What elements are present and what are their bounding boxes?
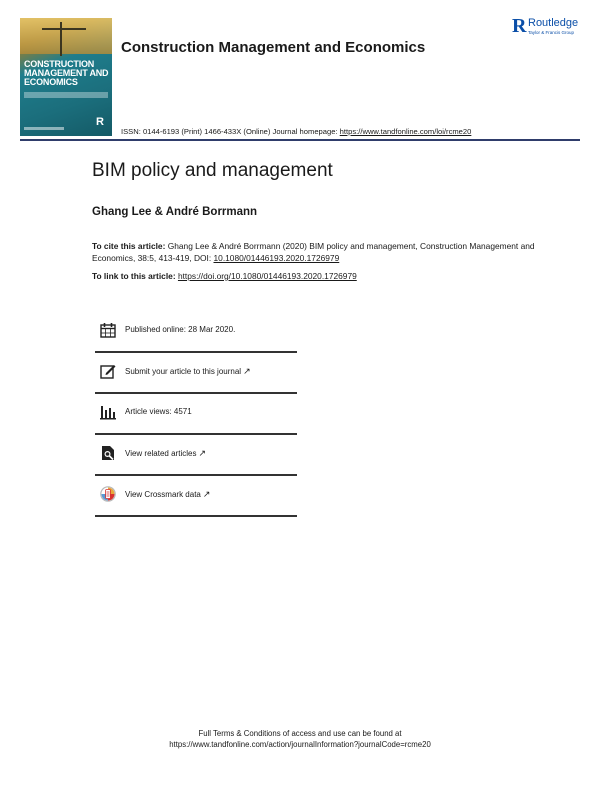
article-views-item xyxy=(95,394,297,435)
related-articles-item[interactable] xyxy=(95,435,297,476)
cite-label: To cite this article: xyxy=(92,241,166,251)
external-link-icon: ↗ xyxy=(198,448,206,458)
external-link-icon: ↗ xyxy=(243,366,251,376)
published-online-item xyxy=(95,312,297,353)
submit-article-text: Submit your article to this journal xyxy=(125,367,242,376)
related-articles-link[interactable] xyxy=(125,448,206,459)
citation-block xyxy=(92,240,562,264)
calendar-icon xyxy=(100,322,116,338)
published-online-text: Published online: 28 Mar 2020. xyxy=(125,325,236,334)
page-footer xyxy=(0,728,600,750)
related-articles-text: View related articles xyxy=(125,449,197,458)
article-meta-list xyxy=(95,312,297,517)
submit-article-item[interactable] xyxy=(95,353,297,394)
routledge-r-icon: R xyxy=(512,15,527,37)
edit-icon xyxy=(100,363,116,379)
cover-crane-jib xyxy=(42,28,86,30)
publisher-name: Routledge xyxy=(528,17,579,29)
article-authors: Ghang Lee & André Borrmann xyxy=(92,206,258,218)
journal-cover-image xyxy=(20,18,112,136)
link-label: To link to this article: xyxy=(92,271,178,281)
cover-r-mark: R xyxy=(96,116,104,128)
article-title: BIM policy and management xyxy=(92,160,333,181)
crossmark-text: View Crossmark data xyxy=(125,490,201,499)
crossmark-item[interactable] xyxy=(95,476,297,517)
cover-footer-strip xyxy=(24,127,64,130)
journal-title: Construction Management and Economics xyxy=(121,39,426,56)
crossmark-icon xyxy=(100,486,116,502)
cover-title: CONSTRUCTION MANAGEMENT AND ECONOMICS xyxy=(24,59,109,87)
cover-sky xyxy=(20,18,112,54)
journal-homepage-link[interactable]: https://www.tandfonline.com/loi/rcme20 xyxy=(339,127,472,136)
article-views-text: Article views: 4571 xyxy=(125,407,192,416)
submit-article-link[interactable] xyxy=(125,366,251,377)
footer-terms-text: Full Terms & Conditions of access and use can be found at xyxy=(198,729,402,738)
article-url-link[interactable]: https://doi.org/10.1080/01446193.2020.1726979 xyxy=(177,271,357,281)
external-link-icon: ↗ xyxy=(202,489,211,499)
article-link-line xyxy=(92,271,357,281)
header-divider xyxy=(20,139,580,141)
footer-terms-url[interactable]: https://www.tandfonline.com/action/journalInformation?journalCode=rcme20 xyxy=(169,740,431,749)
related-articles-icon xyxy=(100,445,116,461)
doi-link[interactable]: 10.1080/01446193.2020.1726979 xyxy=(213,253,340,263)
issn-line xyxy=(121,127,471,136)
issn-text: ISSN: 0144-6193 (Print) 1466-433X (Online) Journal homepage: xyxy=(121,127,340,136)
cite-text: Ghang Lee & André Borrmann (2020) BIM policy and management, Construction Management and Economics, 38:5, 413-419, DOI: xyxy=(92,241,535,263)
publisher-subtitle: Taylor & Francis Group xyxy=(528,30,575,35)
bar-chart-icon xyxy=(100,404,116,420)
publisher-logo[interactable] xyxy=(512,16,586,38)
cover-banner xyxy=(24,92,108,98)
crossmark-link[interactable] xyxy=(125,489,210,500)
